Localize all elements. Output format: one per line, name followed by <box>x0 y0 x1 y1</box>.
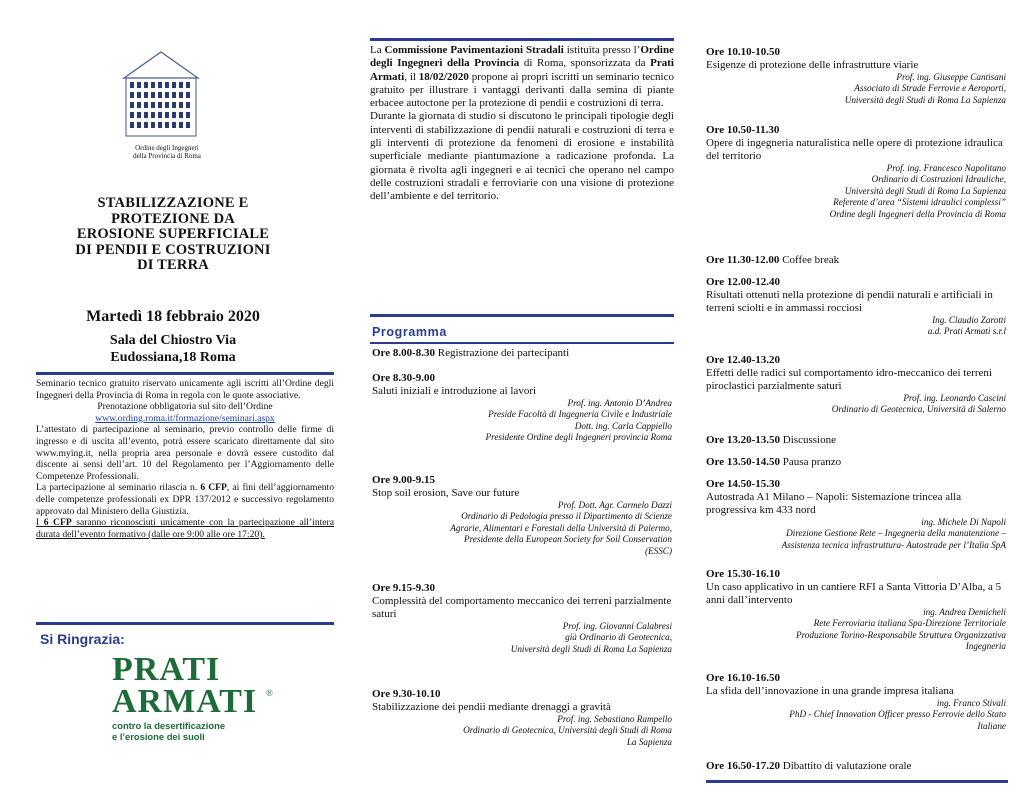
sponsor-tagline <box>112 720 225 742</box>
program-slot <box>372 372 672 444</box>
slot-time: Ore 9.00-9.15 <box>372 474 436 486</box>
logo-caption <box>112 144 222 160</box>
section-divider <box>370 38 674 41</box>
slot-speaker: Ordinario di Geotecnica, Università di Salerno <box>831 404 1006 415</box>
slot-time: Ore 11.30-12.00 <box>706 254 780 266</box>
cfp-paragraph <box>36 482 334 517</box>
slot-speaker: a.d. Prati Armati s.r.l <box>927 326 1006 337</box>
slot-time: Ore 10.50-11.30 <box>706 124 780 136</box>
slot-speaker: Prof. ing. Giuseppe Cantisani <box>896 72 1006 82</box>
intro-text <box>370 44 674 204</box>
slot-time: Ore 16.50-17.20 <box>706 760 781 772</box>
booking-note: Prenotazione obbligatoria sul sito dell’Ordine <box>97 401 273 413</box>
registered-mark: ® <box>266 688 273 698</box>
title-line: PROTEZIONE DA <box>111 210 235 227</box>
slot-title: Saluti iniziali e introduzione ai lavori <box>372 385 537 397</box>
program-slot <box>706 672 1006 732</box>
program-slot <box>372 688 672 748</box>
slot-speaker: Rete Ferroviaria italiana Spa-Direzione Territoriale <box>813 618 1006 629</box>
intro-paragraph: Durante la giornata di studio si discutono le principali tipologie degli interventi di stabilizzazione di pendii naturali e costruzioni di terra e gli interventi di protezione da fenomeni di erosione e instabilità superficiale mediante piantumazione a radicazione profonda. La giornata è rivolta agli ingegneri e ai tecnici che operano nel campo delle costruzioni stradali e ferroviarie con una visione di protezione dell’ambiente e del territorio. <box>370 110 674 203</box>
slot-speaker: ing. Franco Stivali <box>936 698 1006 708</box>
slot-speaker: Prof. ing. Antonio D’Andrea <box>567 398 672 408</box>
slot-title: Esigenze di protezione delle infrastrutture viarie <box>706 59 919 71</box>
slot-speaker: Dott. ing. Carla Cappiello <box>574 420 672 431</box>
slot-time: Ore 14.50-15.30 <box>706 478 781 490</box>
slot-speaker: Ordine degli Ingegneri della Provincia di Roma <box>829 208 1006 219</box>
slot-title: La sfida dell’innovazione in una grande impresa italiana <box>706 685 954 697</box>
slot-speaker: Prof. Dott. Agr. Carmelo Dazzi <box>557 500 672 510</box>
cfp-note-text: I <box>36 517 44 529</box>
slot-title: Registrazione dei partecipanti <box>435 347 570 359</box>
cfp-note-text: saranno riconosciuti unicamente con la partecipazione all’intera durata dell’evento formativo (dalle ore 9:00 alle ore 17:20). <box>36 517 334 540</box>
slot-title: Effetti delle radici sul comportamento idro-meccanico dei terreni piroclastici parzialmente saturi <box>706 367 992 392</box>
slot-speaker: Università degli Studi di Roma La Sapienza <box>510 643 672 654</box>
program-slot <box>372 347 672 360</box>
slot-speaker: Presidente Ordine degli Ingegneri provincia Roma <box>485 432 672 443</box>
sponsor-name-line2: ARMATI <box>112 683 258 720</box>
program-slot <box>706 354 1006 416</box>
program-slot <box>372 474 672 557</box>
section-divider <box>36 622 334 625</box>
slot-title: Stabilizzazione dei pendii mediante drenaggi a gravità <box>372 701 611 713</box>
slot-speaker: Preside Facoltà di Ingegneria Civile e Industriale <box>488 409 672 420</box>
program-slot <box>706 568 1006 653</box>
info-paragraph: L’attestato di partecipazione al seminario, previo controllo delle firme di ingresso e di uscita all’evento, potrà essere scaricato direttamente dal sito www.mying.it, nella propria area personale e dovrà essere custodito dal discente ai sensi dell’art. 10 del Regolamento per l’Aggiornamento delle Competenze Professionali. <box>36 424 334 482</box>
tagline-line: contro la desertificazione <box>112 720 226 731</box>
program-slot <box>706 46 1006 106</box>
program-slot <box>706 434 1006 447</box>
slot-speaker: Assistenza tecnica infrastruttura- Autostrade per l’Italia SpA <box>781 539 1006 550</box>
slot-time: Ore 12.40-13.20 <box>706 354 781 366</box>
seminar-title <box>52 196 294 274</box>
slot-time: Ore 13.50-14.50 <box>706 456 781 468</box>
slot-time: Ore 8.00-8.30 <box>372 347 436 359</box>
slot-speaker: Ordinario di Costruzioni Idrauliche, <box>871 174 1006 185</box>
section-divider <box>36 372 334 375</box>
title-line: DI PENDII E COSTRUZIONI <box>75 241 271 258</box>
slot-time: Ore 8.30-9.00 <box>372 372 436 384</box>
slot-title: Complessità del comportamento meccanico dei terreni parzialmente saturi <box>372 595 672 620</box>
sponsor-name-line1: PRATI <box>112 651 221 688</box>
thanks-heading: Si Ringrazia: <box>40 631 125 647</box>
slot-title: Coffee break <box>779 254 840 266</box>
slot-speaker: Prof. ing. Giovanni Calabresi <box>562 621 672 631</box>
program-slot <box>372 582 672 655</box>
slot-speaker: Direzione Gestione Rete – Ingegneria della manutenzione – <box>786 528 1006 539</box>
program-slot <box>706 456 1006 469</box>
slot-title: Discussione <box>780 434 836 446</box>
slot-speaker: Ordinario di Geotecnica, Università degli Studi di Roma <box>463 725 672 736</box>
slot-speaker: ing. Michele Di Napoli <box>921 517 1006 527</box>
slot-speaker: Prof. ing. Leonardo Cascini <box>903 393 1006 403</box>
logo-caption-line: della Provincia di Roma <box>133 152 201 160</box>
section-divider <box>706 780 1008 783</box>
event-venue <box>52 332 294 366</box>
slot-speaker: Italiane <box>977 720 1006 731</box>
program-underline <box>370 342 674 344</box>
title-line: STABILIZZAZIONE E <box>97 195 249 211</box>
slot-time: Ore 13.20-13.50 <box>706 434 781 446</box>
slot-time: Ore 12.00-12.40 <box>706 276 781 288</box>
slot-title: Un caso applicativo in un cantiere RFI a Santa Vittoria D’Alba, a 5 anni dall’intervento <box>706 581 1002 606</box>
slot-time: Ore 9.15-9.30 <box>372 582 436 594</box>
slot-speaker: Ingegneria <box>965 641 1006 652</box>
program-slot <box>706 254 1006 267</box>
slot-time: Ore 10.10-10.50 <box>706 46 781 58</box>
slot-title: Risultati ottenuti nella protezione di pendii naturali e artificiali in terreni sciolti e in ammassi rocciosi <box>706 289 993 314</box>
slot-speaker: Presidente della European Society for Soil Conservation <box>463 534 672 545</box>
cfp-note <box>36 517 334 540</box>
program-slot <box>706 760 1006 773</box>
slot-speaker: Ing. Claudio Zarotti <box>932 315 1006 325</box>
intro-paragraph: La Commissione Pavimentazioni Stradali istituita presso l’Ordine degli Ingegneri della Provincia di Roma, sponsorizzata da Prati Armati, il 18/02/2020 propone ai propri iscritti un seminario tecnico gratuito per illustrare i vantaggi derivanti dalla semina di piante erbacee autoctone per la protezione di pendii e costruzioni di terra. <box>370 44 674 110</box>
slot-title: Opere di ingegneria naturalistica nelle opere di protezione idraulica del territorio <box>706 137 1003 162</box>
slot-time: Ore 15.30-16.10 <box>706 568 781 580</box>
slot-speaker: già Ordinario di Geotecnica, <box>565 632 672 643</box>
slot-speaker: Produzione Torino-Responsabile Struttura Organizzativa <box>795 629 1006 640</box>
slot-speaker: (ESSC) <box>644 545 672 556</box>
slot-speaker: Ordinario di Pedologia presso il Dipartimento di Scienze <box>461 511 672 522</box>
logo-caption-line: Ordine degli Ingegneri <box>135 144 199 152</box>
section-divider <box>370 314 674 317</box>
slot-title: Pausa pranzo <box>780 456 842 468</box>
slot-title: Dibattito di valutazione orale <box>780 760 912 772</box>
slot-speaker: ing. Andrea Demicheli <box>923 607 1006 617</box>
program-slot <box>706 478 1006 551</box>
venue-line: Sala del Chiostro Via <box>109 333 237 348</box>
slot-speaker: Referente d’area “Sistemi idraulici complessi” <box>833 197 1006 208</box>
registration-info <box>36 378 334 540</box>
tagline-line: e l’erosione dei suoli <box>112 731 205 742</box>
cfp-text: La partecipazione al seminario rilascia n. <box>36 482 201 494</box>
slot-speaker: La Sapienza <box>626 736 672 747</box>
slot-time: Ore 9.30-10.10 <box>372 688 441 700</box>
cfp-count: 6 CFP <box>200 482 227 494</box>
title-line: EROSIONE SUPERFICIALE <box>76 226 270 242</box>
slot-speaker: Prof. ing. Francesco Napolitano <box>886 163 1006 173</box>
slot-speaker: Università degli Studi di Roma La Sapienza <box>844 185 1006 196</box>
booking-link[interactable]: www.ording.roma.it/formazione/seminari.aspx <box>95 412 275 424</box>
program-slot <box>706 124 1006 220</box>
slot-speaker: Agrarie, Alimentari e Forestali della Università di Palermo, <box>450 522 672 533</box>
slot-title: Stop soil erosion, Save our future <box>372 487 520 499</box>
event-date: Martedì 18 febbraio 2020 <box>86 308 260 325</box>
slot-speaker: Associato di Strade Ferrovie e Aeroporti, <box>854 83 1006 94</box>
slot-speaker: PhD - Chief Innovation Officer presso Ferrovie dello Stato <box>789 709 1006 720</box>
cfp-count: 6 CFP <box>43 517 72 529</box>
info-paragraph: Seminario tecnico gratuito riservato unicamente agli iscritti all’Ordine degli Ingegneri della Provincia di Roma in regola con le quote associative. <box>36 378 334 401</box>
program-heading: Programma <box>372 325 447 339</box>
sponsor-logo <box>106 648 276 744</box>
title-line: DI TERRA <box>137 257 209 273</box>
slot-title: Autostrada A1 Milano – Napoli: Sistemazione trincea alla progressiva km 433 nord <box>706 491 962 516</box>
slot-speaker: Prof. ing. Sebastiano Rampello <box>557 714 672 724</box>
venue-line: Eudossiana,18 Roma <box>110 350 236 365</box>
slot-speaker: Università degli Studi di Roma La Sapienza <box>844 94 1006 105</box>
program-slot <box>706 276 1006 338</box>
slot-time: Ore 16.10-16.50 <box>706 672 781 684</box>
ordine-logo <box>106 44 216 144</box>
cfp-text: , ai fini dell’aggiornamento delle competenze professionali ex DPR 137/2012 e successivo regolamento approvato dal Ministero della Giustizia. <box>36 482 334 517</box>
